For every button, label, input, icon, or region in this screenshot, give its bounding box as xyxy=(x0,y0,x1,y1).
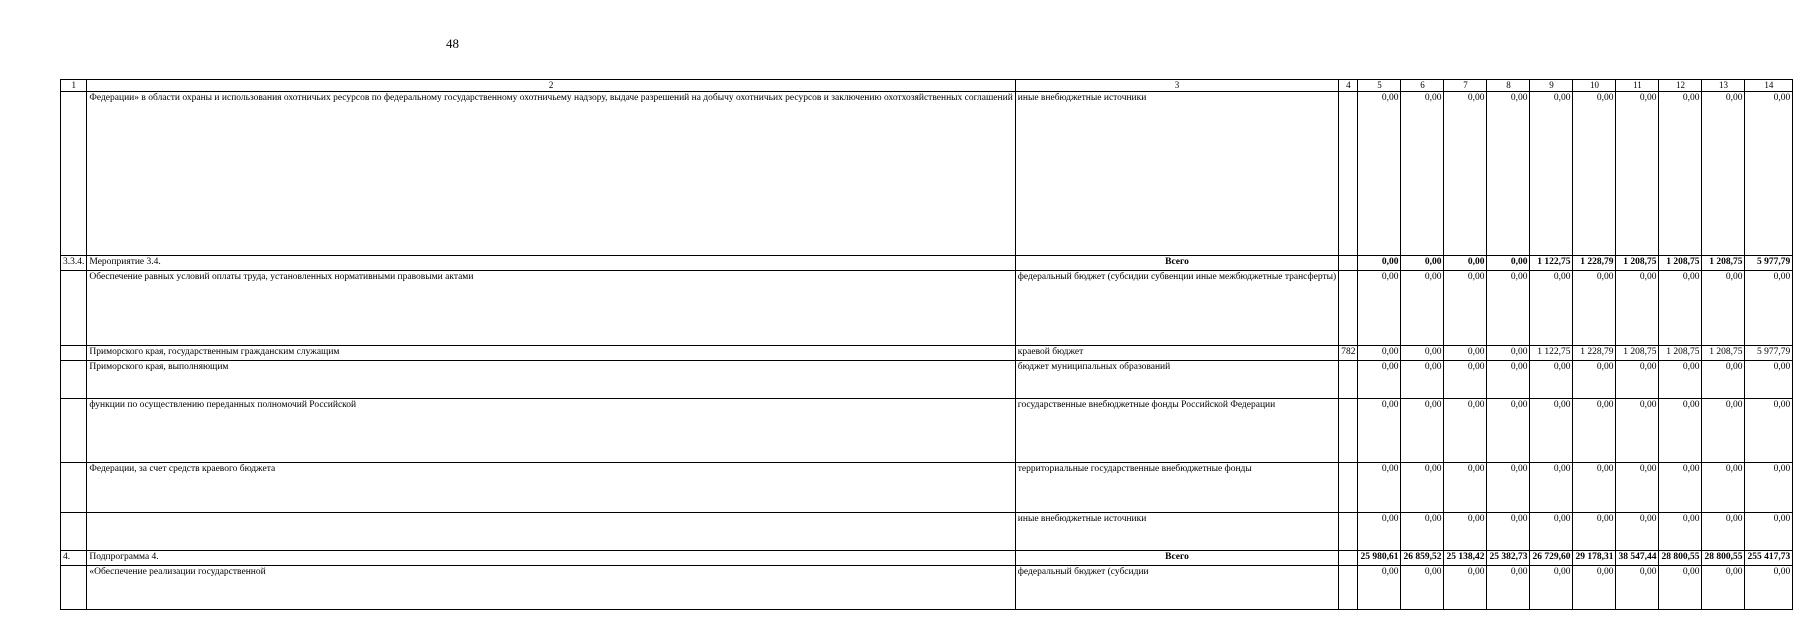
value-cell: 0,00 xyxy=(1401,361,1444,399)
value-cell: 0,00 xyxy=(1659,513,1702,551)
table-row xyxy=(61,346,1793,361)
column-header: 2 xyxy=(87,80,1015,92)
column-header: 8 xyxy=(1487,80,1530,92)
row-code-col4: 782 xyxy=(1339,346,1358,361)
value-cell: 0,00 xyxy=(1530,566,1573,610)
value-cell: 0,00 xyxy=(1702,361,1745,399)
column-header-row xyxy=(61,80,1793,92)
value-cell: 0,00 xyxy=(1444,271,1487,346)
value-cell: 0,00 xyxy=(1401,463,1444,513)
value-cell: 0,00 xyxy=(1358,399,1401,463)
budget-table xyxy=(60,79,1793,610)
funding-source: краевой бюджет xyxy=(1015,346,1338,361)
value-cell: 0,00 xyxy=(1444,463,1487,513)
value-cell: 0,00 xyxy=(1358,513,1401,551)
row-code xyxy=(61,92,87,256)
value-cell: 0,00 xyxy=(1702,271,1745,346)
value-cell: 0,00 xyxy=(1444,92,1487,256)
table-row xyxy=(61,399,1793,463)
funding-source: федеральный бюджет (субсидии субвенции иные межбюджетные трансферты) xyxy=(1015,271,1338,346)
row-name: Федерации» в области охраны и использования охотничьих ресурсов по федеральному государственному охотничьему надзору, выдаче разрешений на добычу охотничьих ресурсов и заключению охотхозяйственных соглашений xyxy=(87,92,1015,256)
row-code xyxy=(61,513,87,551)
column-header: 13 xyxy=(1702,80,1745,92)
row-code xyxy=(61,361,87,399)
value-cell: 25 980,61 xyxy=(1358,551,1401,566)
value-cell: 0,00 xyxy=(1659,361,1702,399)
value-cell: 1 208,75 xyxy=(1659,256,1702,271)
value-cell: 0,00 xyxy=(1444,361,1487,399)
value-cell: 0,00 xyxy=(1487,399,1530,463)
funding-source: государственные внебюджетные фонды Российской Федерации xyxy=(1015,399,1338,463)
value-cell: 255 417,73 xyxy=(1745,551,1793,566)
row-code-col4 xyxy=(1339,92,1358,256)
value-cell: 0,00 xyxy=(1745,513,1793,551)
row-code: 4. xyxy=(61,551,87,566)
row-code xyxy=(61,346,87,361)
value-cell: 26 859,52 xyxy=(1401,551,1444,566)
value-cell: 0,00 xyxy=(1616,271,1659,346)
value-cell: 0,00 xyxy=(1702,566,1745,610)
row-code-col4 xyxy=(1339,271,1358,346)
value-cell: 0,00 xyxy=(1401,256,1444,271)
value-cell: 0,00 xyxy=(1616,92,1659,256)
value-cell: 0,00 xyxy=(1401,566,1444,610)
funding-source: территориальные государственные внебюджетные фонды xyxy=(1015,463,1338,513)
value-cell: 1 208,75 xyxy=(1702,256,1745,271)
funding-source: иные внебюджетные источники xyxy=(1015,92,1338,256)
value-cell: 1 228,79 xyxy=(1573,346,1616,361)
column-header: 10 xyxy=(1573,80,1616,92)
value-cell: 0,00 xyxy=(1444,399,1487,463)
value-cell: 0,00 xyxy=(1444,513,1487,551)
value-cell: 0,00 xyxy=(1358,92,1401,256)
table-row xyxy=(61,92,1793,256)
value-cell: 0,00 xyxy=(1616,361,1659,399)
table-row xyxy=(61,551,1793,566)
table-row xyxy=(61,463,1793,513)
value-cell: 0,00 xyxy=(1745,361,1793,399)
value-cell: 0,00 xyxy=(1487,271,1530,346)
column-header: 3 xyxy=(1015,80,1338,92)
value-cell: 0,00 xyxy=(1530,399,1573,463)
value-cell: 1 122,75 xyxy=(1530,346,1573,361)
row-name: Приморского края, государственным гражданским служащим xyxy=(87,346,1015,361)
value-cell: 0,00 xyxy=(1745,399,1793,463)
column-header: 9 xyxy=(1530,80,1573,92)
value-cell: 0,00 xyxy=(1358,361,1401,399)
row-code-col4 xyxy=(1339,463,1358,513)
value-cell: 0,00 xyxy=(1573,361,1616,399)
funding-source: иные внебюджетные источники xyxy=(1015,513,1338,551)
row-name: Подпрограмма 4. xyxy=(87,551,1015,566)
column-header: 5 xyxy=(1358,80,1401,92)
value-cell: 1 208,75 xyxy=(1659,346,1702,361)
value-cell: 0,00 xyxy=(1487,256,1530,271)
value-cell: 0,00 xyxy=(1401,399,1444,463)
value-cell: 26 729,60 xyxy=(1530,551,1573,566)
value-cell: 0,00 xyxy=(1616,513,1659,551)
row-code-col4 xyxy=(1339,399,1358,463)
table-row xyxy=(61,513,1793,551)
value-cell: 0,00 xyxy=(1659,92,1702,256)
value-cell: 0,00 xyxy=(1530,361,1573,399)
value-cell: 0,00 xyxy=(1745,92,1793,256)
value-cell: 0,00 xyxy=(1401,271,1444,346)
row-name: Приморского края, выполняющим xyxy=(87,361,1015,399)
value-cell: 5 977,79 xyxy=(1745,256,1793,271)
value-cell: 1 208,75 xyxy=(1616,346,1659,361)
value-cell: 0,00 xyxy=(1745,566,1793,610)
value-cell: 0,00 xyxy=(1573,463,1616,513)
value-cell: 0,00 xyxy=(1487,513,1530,551)
table-row xyxy=(61,566,1793,610)
value-cell: 0,00 xyxy=(1358,566,1401,610)
row-code-col4 xyxy=(1339,551,1358,566)
value-cell: 0,00 xyxy=(1444,566,1487,610)
value-cell: 0,00 xyxy=(1401,346,1444,361)
row-name: Мероприятие 3.4. xyxy=(87,256,1015,271)
value-cell: 0,00 xyxy=(1573,566,1616,610)
value-cell: 0,00 xyxy=(1745,463,1793,513)
value-cell: 1 208,75 xyxy=(1702,346,1745,361)
funding-source: федеральный бюджет (субсидии xyxy=(1015,566,1338,610)
value-cell: 0,00 xyxy=(1573,513,1616,551)
column-header: 6 xyxy=(1401,80,1444,92)
table-row xyxy=(61,361,1793,399)
column-header: 7 xyxy=(1444,80,1487,92)
value-cell: 1 122,75 xyxy=(1530,256,1573,271)
value-cell: 0,00 xyxy=(1659,566,1702,610)
value-cell: 0,00 xyxy=(1702,463,1745,513)
value-cell: 0,00 xyxy=(1487,361,1530,399)
row-code: 3.3.4. xyxy=(61,256,87,271)
value-cell: 0,00 xyxy=(1401,92,1444,256)
value-cell: 0,00 xyxy=(1702,399,1745,463)
funding-source: бюджет муниципальных образований xyxy=(1015,361,1338,399)
value-cell: 0,00 xyxy=(1487,566,1530,610)
row-code-col4 xyxy=(1339,256,1358,271)
value-cell: 29 178,31 xyxy=(1573,551,1616,566)
value-cell: 1 208,75 xyxy=(1616,256,1659,271)
value-cell: 0,00 xyxy=(1573,271,1616,346)
row-code-col4 xyxy=(1339,513,1358,551)
value-cell: 0,00 xyxy=(1444,346,1487,361)
value-cell: 0,00 xyxy=(1530,92,1573,256)
row-name: Обеспечение равных условий оплаты труда, установленных нормативными правовыми актами xyxy=(87,271,1015,346)
value-cell: 0,00 xyxy=(1358,463,1401,513)
value-cell: 38 547,44 xyxy=(1616,551,1659,566)
row-code xyxy=(61,271,87,346)
value-cell: 0,00 xyxy=(1659,399,1702,463)
value-cell: 0,00 xyxy=(1487,346,1530,361)
value-cell: 0,00 xyxy=(1659,271,1702,346)
value-cell: 0,00 xyxy=(1659,463,1702,513)
value-cell: 0,00 xyxy=(1444,256,1487,271)
row-code-col4 xyxy=(1339,361,1358,399)
row-name: Федерации, за счет средств краевого бюджета xyxy=(87,463,1015,513)
value-cell: 0,00 xyxy=(1358,271,1401,346)
row-name: «Обеспечение реализации государственной xyxy=(87,566,1015,610)
value-cell: 1 228,79 xyxy=(1573,256,1616,271)
value-cell: 0,00 xyxy=(1616,566,1659,610)
row-code xyxy=(61,399,87,463)
row-name: функции по осуществлению переданных полномочий Российской xyxy=(87,399,1015,463)
value-cell: 5 977,79 xyxy=(1745,346,1793,361)
value-cell: 0,00 xyxy=(1573,92,1616,256)
funding-source: Всего xyxy=(1015,551,1338,566)
value-cell: 0,00 xyxy=(1487,92,1530,256)
value-cell: 0,00 xyxy=(1358,256,1401,271)
column-header: 4 xyxy=(1339,80,1358,92)
value-cell: 0,00 xyxy=(1702,92,1745,256)
row-name xyxy=(87,513,1015,551)
value-cell: 0,00 xyxy=(1530,271,1573,346)
value-cell: 0,00 xyxy=(1358,346,1401,361)
value-cell: 28 800,55 xyxy=(1659,551,1702,566)
table-row xyxy=(61,256,1793,271)
table-row xyxy=(61,271,1793,346)
value-cell: 0,00 xyxy=(1401,513,1444,551)
value-cell: 0,00 xyxy=(1702,513,1745,551)
funding-source: Всего xyxy=(1015,256,1338,271)
column-header: 1 xyxy=(61,80,87,92)
row-code xyxy=(61,566,87,610)
value-cell: 0,00 xyxy=(1573,399,1616,463)
row-code xyxy=(61,463,87,513)
column-header: 11 xyxy=(1616,80,1659,92)
value-cell: 0,00 xyxy=(1616,463,1659,513)
value-cell: 25 382,73 xyxy=(1487,551,1530,566)
value-cell: 28 800,55 xyxy=(1702,551,1745,566)
value-cell: 0,00 xyxy=(1616,399,1659,463)
column-header: 14 xyxy=(1745,80,1793,92)
value-cell: 0,00 xyxy=(1487,463,1530,513)
value-cell: 0,00 xyxy=(1530,513,1573,551)
value-cell: 0,00 xyxy=(1530,463,1573,513)
page-number: 48 xyxy=(446,36,459,51)
value-cell: 0,00 xyxy=(1745,271,1793,346)
value-cell: 25 138,42 xyxy=(1444,551,1487,566)
column-header: 12 xyxy=(1659,80,1702,92)
row-code-col4 xyxy=(1339,566,1358,610)
